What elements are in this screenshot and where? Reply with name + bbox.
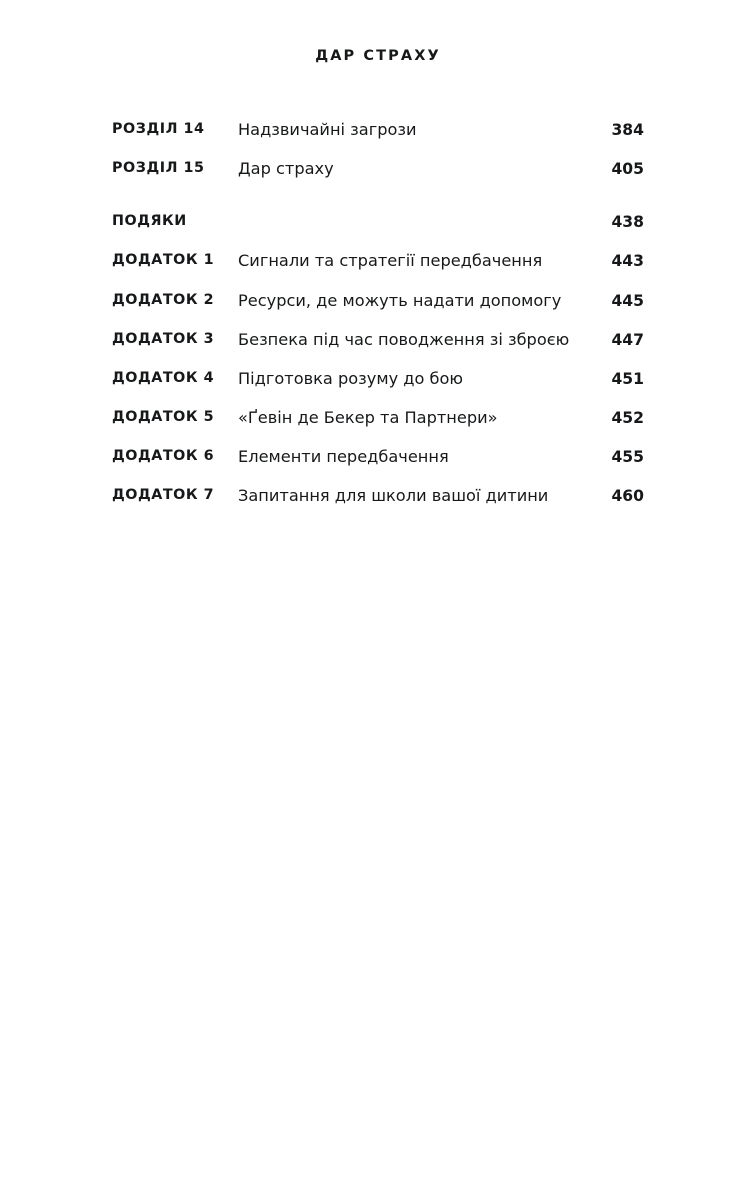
toc-entry-label: ДОДАТОК 4 <box>112 369 215 386</box>
toc-entry-page-number: 443 <box>611 252 644 271</box>
running-head: ДАР СТРАХУ <box>315 48 441 64</box>
toc-entry-label: ДОДАТОК 6 <box>112 448 215 465</box>
toc-entry-title: Сигнали та стратегії передбачення <box>238 251 543 271</box>
toc-entry-label: ДОДАТОК 7 <box>112 487 215 504</box>
toc-entry-page-number: 452 <box>611 408 644 427</box>
toc-entry-page-number: 447 <box>611 330 644 349</box>
table-of-contents <box>112 118 644 523</box>
toc-entry[interactable] <box>112 445 644 468</box>
toc-entry-page-number: 445 <box>611 291 644 310</box>
toc-entry-label: ПОДЯКИ <box>112 213 187 230</box>
toc-entry-title: Надзвичайні загрози <box>238 120 417 139</box>
toc-entry-page-number: 460 <box>611 487 644 506</box>
toc-entry[interactable] <box>112 289 644 312</box>
toc-entry-label: РОЗДІЛ 15 <box>112 160 205 177</box>
toc-entry[interactable] <box>112 406 644 429</box>
toc-entry-page-number: 455 <box>611 448 644 467</box>
toc-entry-title: «Ґевін де Бекер та Партнери» <box>238 407 498 427</box>
toc-entry-label: ДОДАТОК 2 <box>112 291 215 308</box>
toc-entry-page-number: 405 <box>611 160 644 179</box>
toc-entry-title: Елементи передбачення <box>238 447 449 467</box>
toc-entry-page-number: 451 <box>611 369 644 388</box>
toc-entry[interactable] <box>112 118 644 141</box>
toc-entry-title: Запитання для школи вашої дитини <box>238 486 549 506</box>
toc-entry[interactable] <box>112 328 644 351</box>
toc-entry[interactable] <box>112 157 644 180</box>
toc-entry-page-number: 438 <box>611 213 644 232</box>
toc-entry-title: Дар страху <box>238 159 334 179</box>
toc-entry-label: ДОДАТОК 1 <box>112 252 215 269</box>
toc-entry[interactable] <box>112 484 644 507</box>
toc-entry[interactable] <box>112 210 644 233</box>
toc-entry-title: Безпека під час поводження зі зброєю <box>238 329 570 349</box>
toc-entry[interactable] <box>112 249 644 272</box>
toc-entry-label: РОЗДІЛ 14 <box>112 121 205 137</box>
toc-entry-title: Підготовка розуму до бою <box>238 368 464 388</box>
toc-entry-label: ДОДАТОК 3 <box>112 330 215 347</box>
toc-entry-label: ДОДАТОК 5 <box>112 408 215 425</box>
toc-entry-title: Ресурси, де можуть надати допомогу <box>238 290 562 310</box>
toc-entry-page-number: 384 <box>611 121 644 139</box>
toc-entry[interactable] <box>112 367 644 390</box>
